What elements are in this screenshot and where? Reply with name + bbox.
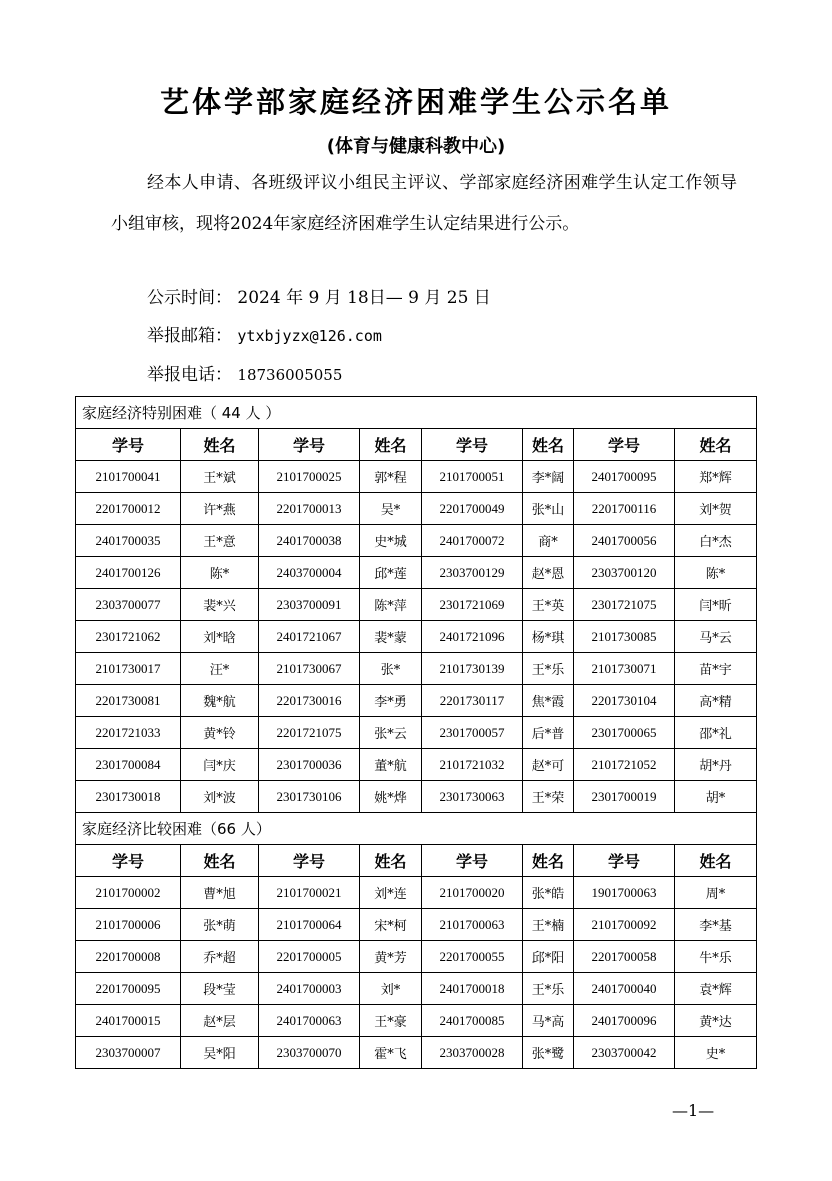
student-id-cell: 2201700008 [76,941,181,973]
student-name-cell: 魏*航 [181,685,259,717]
table-row [76,589,757,621]
student-name-cell: 姚*烨 [360,781,422,813]
student-id-cell: 2101730139 [422,653,523,685]
student-id-cell: 2401700063 [259,1005,360,1037]
page-number: —1— [672,1101,715,1120]
student-id-cell: 2201700005 [259,941,360,973]
column-header-name: 姓名 [360,429,422,461]
student-id-cell: 2301721069 [422,589,523,621]
student-name-cell: 李*阔 [523,461,574,493]
student-name-cell: 马*高 [523,1005,574,1037]
student-name-cell: 刘*贺 [675,493,757,525]
page-subtitle: (体育与健康科教中心) [326,136,506,157]
student-name-cell: 王*荣 [523,781,574,813]
student-id-cell: 2201700116 [574,493,675,525]
student-list-table [75,396,757,1069]
student-id-cell: 2201730104 [574,685,675,717]
student-name-cell: 史* [675,1037,757,1069]
student-id-cell: 2101700051 [422,461,523,493]
student-name-cell: 邱*莲 [360,557,422,589]
student-name-cell: 史*城 [360,525,422,557]
student-name-cell: 刘* [360,973,422,1005]
student-name-cell: 陈*萍 [360,589,422,621]
student-name-cell: 董*航 [360,749,422,781]
student-name-cell: 宋*柯 [360,909,422,941]
student-id-cell: 2301700065 [574,717,675,749]
student-name-cell: 张*萌 [181,909,259,941]
student-name-cell: 胡* [675,781,757,813]
section-header-row [76,397,757,429]
student-id-cell: 2301730018 [76,781,181,813]
student-name-cell: 邱*阳 [523,941,574,973]
student-name-cell: 陈* [675,557,757,589]
student-name-cell: 杨*琪 [523,621,574,653]
student-name-cell: 裴*蒙 [360,621,422,653]
student-id-cell: 2101700006 [76,909,181,941]
student-name-cell: 裴*兴 [181,589,259,621]
student-name-cell: 周* [675,877,757,909]
column-header-row [76,845,757,877]
column-header-student-id: 学号 [422,429,523,461]
student-id-cell: 2401700003 [259,973,360,1005]
student-id-cell: 2401700035 [76,525,181,557]
student-name-cell: 张*皓 [523,877,574,909]
student-id-cell: 1901700063 [574,877,675,909]
student-name-cell: 段*莹 [181,973,259,1005]
column-header-name: 姓名 [675,429,757,461]
table-row [76,1005,757,1037]
table-row [76,493,757,525]
student-id-cell: 2303700042 [574,1037,675,1069]
student-name-cell: 王*豪 [360,1005,422,1037]
student-id-cell: 2401700126 [76,557,181,589]
report-email-label: 举报邮箱： [147,326,232,346]
student-id-cell: 2401700096 [574,1005,675,1037]
section-title: 家庭经济特别困难（ 44 人 ） [76,397,757,429]
student-name-cell: 商* [523,525,574,557]
column-header-student-id: 学号 [259,845,360,877]
student-id-cell: 2101700020 [422,877,523,909]
student-name-cell: 张* [360,653,422,685]
student-id-cell: 2101700092 [574,909,675,941]
student-id-cell: 2301730106 [259,781,360,813]
student-id-cell: 2303700077 [76,589,181,621]
student-name-cell: 王*楠 [523,909,574,941]
student-name-cell: 焦*霞 [523,685,574,717]
student-name-cell: 吴* [360,493,422,525]
student-name-cell: 王*乐 [523,973,574,1005]
student-id-cell: 2201700055 [422,941,523,973]
student-id-cell: 2201730081 [76,685,181,717]
table-row [76,557,757,589]
student-name-cell: 张*山 [523,493,574,525]
student-id-cell: 2301730063 [422,781,523,813]
student-name-cell: 王*乐 [523,653,574,685]
student-name-cell: 袁*辉 [675,973,757,1005]
student-name-cell: 曹*旭 [181,877,259,909]
student-name-cell: 郑*辉 [675,461,757,493]
page-title: 艺体学部家庭经济困难学生公示名单 [159,85,672,119]
student-name-cell: 高*精 [675,685,757,717]
student-name-cell: 苗*宇 [675,653,757,685]
student-id-cell: 2201700012 [76,493,181,525]
column-header-student-id: 学号 [574,845,675,877]
student-id-cell: 2201721033 [76,717,181,749]
report-phone-label: 举报电话： [147,365,232,385]
table-row [76,781,757,813]
student-id-cell: 2101700041 [76,461,181,493]
student-id-cell: 2201700013 [259,493,360,525]
student-id-cell: 2101700064 [259,909,360,941]
student-id-cell: 2101721052 [574,749,675,781]
intro-paragraph: 经本人申请、各班级评议小组民主评议、学部家庭经济困难学生认定工作领导小组审核，现将2024年家庭经济困难学生认定结果进行公示。 [111,173,737,234]
student-name-cell: 王*斌 [181,461,259,493]
student-name-cell: 郭*程 [360,461,422,493]
student-name-cell: 刘*晗 [181,621,259,653]
student-name-cell: 赵*恩 [523,557,574,589]
table-row [76,973,757,1005]
column-header-name: 姓名 [523,845,574,877]
student-name-cell: 李*基 [675,909,757,941]
section-header-row [76,813,757,845]
column-header-name: 姓名 [181,429,259,461]
notice-period [147,283,491,308]
table-row [76,525,757,557]
student-id-cell: 2301700084 [76,749,181,781]
student-id-cell: 2201730117 [422,685,523,717]
student-id-cell: 2301721062 [76,621,181,653]
student-name-cell: 李*勇 [360,685,422,717]
table-row [76,653,757,685]
student-id-cell: 2101700063 [422,909,523,941]
section-title: 家庭经济比较困难（66 人） [76,813,757,845]
student-id-cell: 2301700036 [259,749,360,781]
student-id-cell: 2303700120 [574,557,675,589]
student-id-cell: 2101700025 [259,461,360,493]
student-name-cell: 闫*庆 [181,749,259,781]
student-name-cell: 赵*层 [181,1005,259,1037]
student-id-cell: 2201730016 [259,685,360,717]
student-name-cell: 胡*丹 [675,749,757,781]
column-header-student-id: 学号 [422,845,523,877]
student-id-cell: 2101730085 [574,621,675,653]
student-name-cell: 刘*连 [360,877,422,909]
student-id-cell: 2401721067 [259,621,360,653]
student-id-cell: 2401700040 [574,973,675,1005]
student-id-cell: 2201700049 [422,493,523,525]
table-row [76,941,757,973]
table-row [76,909,757,941]
student-name-cell: 霍*飞 [360,1037,422,1069]
student-id-cell: 2303700007 [76,1037,181,1069]
column-header-student-id: 学号 [76,429,181,461]
student-name-cell: 陈* [181,557,259,589]
student-id-cell: 2201700095 [76,973,181,1005]
column-header-row [76,429,757,461]
student-name-cell: 赵*可 [523,749,574,781]
student-id-cell: 2101700021 [259,877,360,909]
student-name-cell: 张*云 [360,717,422,749]
column-header-name: 姓名 [360,845,422,877]
student-id-cell: 2303700129 [422,557,523,589]
student-name-cell: 汪* [181,653,259,685]
student-id-cell: 2101721032 [422,749,523,781]
student-name-cell: 黄*达 [675,1005,757,1037]
student-id-cell: 2303700070 [259,1037,360,1069]
column-header-name: 姓名 [675,845,757,877]
student-id-cell: 2101730071 [574,653,675,685]
student-name-cell: 乔*超 [181,941,259,973]
notice-period-label: 公示时间： [147,288,232,308]
table-row [76,1037,757,1069]
column-header-student-id: 学号 [574,429,675,461]
report-email [147,321,382,346]
column-header-name: 姓名 [523,429,574,461]
table-row [76,877,757,909]
student-id-cell: 2401700056 [574,525,675,557]
student-name-cell: 马*云 [675,621,757,653]
student-id-cell: 2401721096 [422,621,523,653]
report-phone [147,360,342,385]
student-name-cell: 王*英 [523,589,574,621]
student-name-cell: 许*燕 [181,493,259,525]
student-id-cell: 2401700038 [259,525,360,557]
column-header-name: 姓名 [181,845,259,877]
student-id-cell: 2101700002 [76,877,181,909]
table-row [76,685,757,717]
student-name-cell: 吴*阳 [181,1037,259,1069]
report-email-value: ytxbjyzx@126.com [237,327,382,345]
student-id-cell: 2301700019 [574,781,675,813]
student-name-cell: 白*杰 [675,525,757,557]
student-id-cell: 2403700004 [259,557,360,589]
student-name-cell: 闫*昕 [675,589,757,621]
student-id-cell: 2401700085 [422,1005,523,1037]
student-id-cell: 2401700018 [422,973,523,1005]
student-name-cell: 张*鹭 [523,1037,574,1069]
table-row [76,621,757,653]
student-id-cell: 2401700095 [574,461,675,493]
student-name-cell: 黄*铃 [181,717,259,749]
student-name-cell: 刘*波 [181,781,259,813]
student-id-cell: 2201721075 [259,717,360,749]
column-header-student-id: 学号 [76,845,181,877]
table-row [76,461,757,493]
student-id-cell: 2401700015 [76,1005,181,1037]
student-id-cell: 2301721075 [574,589,675,621]
student-id-cell: 2303700091 [259,589,360,621]
report-phone-value: 18736005055 [237,366,343,384]
student-name-cell: 黄*芳 [360,941,422,973]
student-id-cell: 2101730067 [259,653,360,685]
student-name-cell: 牛*乐 [675,941,757,973]
student-id-cell: 2401700072 [422,525,523,557]
student-id-cell: 2201700058 [574,941,675,973]
table-row [76,749,757,781]
notice-period-value: 2024 年 9 月 18日— 9 月 25 日 [237,288,491,308]
table-row [76,717,757,749]
student-name-cell: 王*意 [181,525,259,557]
student-id-cell: 2301700057 [422,717,523,749]
student-id-cell: 2303700028 [422,1037,523,1069]
student-name-cell: 邵*礼 [675,717,757,749]
student-id-cell: 2101730017 [76,653,181,685]
column-header-student-id: 学号 [259,429,360,461]
student-name-cell: 后*普 [523,717,574,749]
